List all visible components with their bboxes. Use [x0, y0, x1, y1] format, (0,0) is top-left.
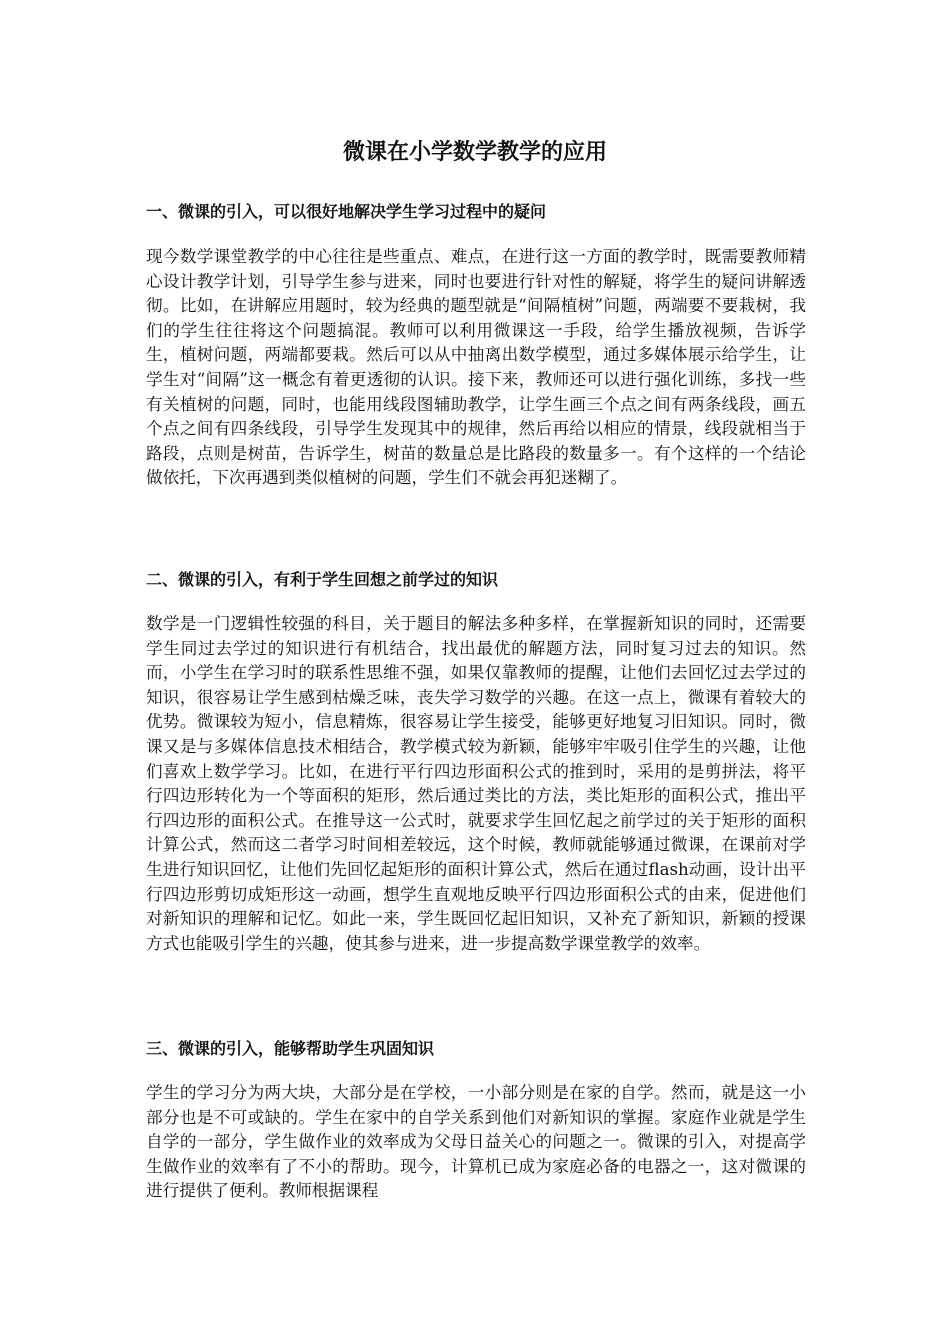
document-title: 微课在小学数学教学的应用 [342, 139, 607, 165]
section-body-2: 数学是一门逻辑性较强的科目，关于题目的解法多种多样，在掌握新知识的同时，还需要学生同过去学过的知识进行有机结合，找出最优的解题方法，同时复习过去的知识。然而，小学生在学习时的联系性思维不强，如果仅靠教师的提醒，让他们去回忆过去学过的知识，很容易让学生感到枯燥乏味，丧失学习数学的兴趣。在这一点上，微课有着较大的优势。微课较为短小，信息精炼，很容易让学生接受，能够更好地复习旧知识。同时，微课又是与多媒体信息技术相结合，教学模式较为新颖，能够牢牢吸引住学生的兴趣，让他们喜欢上数学学习。比如，在进行平行四边形面积公式的推到时，采用的是剪拼法，将平行四边形转化为一个等面积的矩形，然后通过类比的方法，类比矩形的面积公式，推出平行四边形的面积公式。在推导这一公式时，就要求学生回忆起之前学过的关于矩形的面积计算公式，然而这二者学习时间相差较远，这个时候，教师就能够通过微课，在课前对学生进行知识回忆，让他们先回忆起矩形的面积计算公式，然后在通过flash动画，设计出平行四边形剪切成矩形这一动画，想学生直观地反映平行四边形面积公式的由来，促进他们对新知识的理解和记忆。如此一来，学生既回忆起旧知识，又补充了新知识，新颖的授课方式也能吸引学生的兴趣，使其参与进来，进一步提高数学课堂教学的效率。 [146, 614, 806, 953]
section-heading-2: 二、微课的引入，有利于学生回想之前学过的知识 [146, 570, 499, 589]
section-body-3: 学生的学习分为两大块，大部分是在学校，一小部分则是在家的自学。然而，就是这一小部分也是不可或缺的。学生在家中的自学关系到他们对新知识的掌握。家庭作业就是学生自学的一部分，学生做作业的效率成为父母日益关心的问题之一。微课的引入，对提高学生做作业的效率有了不小的帮助。现今，计算机已成为家庭必备的电器之一，这对微课的进行提供了便利。教师根据课程 [146, 1083, 806, 1201]
section-body-1: 现今数学课堂教学的中心往往是些重点、难点，在进行这一方面的教学时，既需要教师精心设计教学计划，引导学生参与进来，同时也要进行针对性的解疑，将学生的疑问讲解透彻。比如，在讲解应用题时，较为经典的题型就是“间隔植树”问题，两端要不要栽树，我们的学生往往将这个问题搞混。教师可以利用微课这一手段，给学生播放视频，告诉学生，植树问题，两端都要栽。然后可以从中抽离出数学模型，通过多媒体展示给学生，让学生对“间隔”这一概念有着更透彻的认识。接下来，教师还可以进行强化训练，多找一些有关植树的问题，同时，也能用线段图辅助教学，让学生画三个点之间有两条线段，画五个点之间有四条线段，引导学生发现其中的规律，然后再给以相应的情景，线段就相当于路段，点则是树苗，告诉学生，树苗的数量总是比路段的数量多一。有个这样的一个结论做依托，下次再遇到类似植树的问题，学生们不就会再犯迷糊了。 [146, 247, 806, 488]
section-heading-3: 三、微课的引入，能够帮助学生巩固知识 [146, 1039, 435, 1058]
section-heading-1: 一、微课的引入，可以很好地解决学生学习过程中的疑问 [146, 202, 547, 221]
